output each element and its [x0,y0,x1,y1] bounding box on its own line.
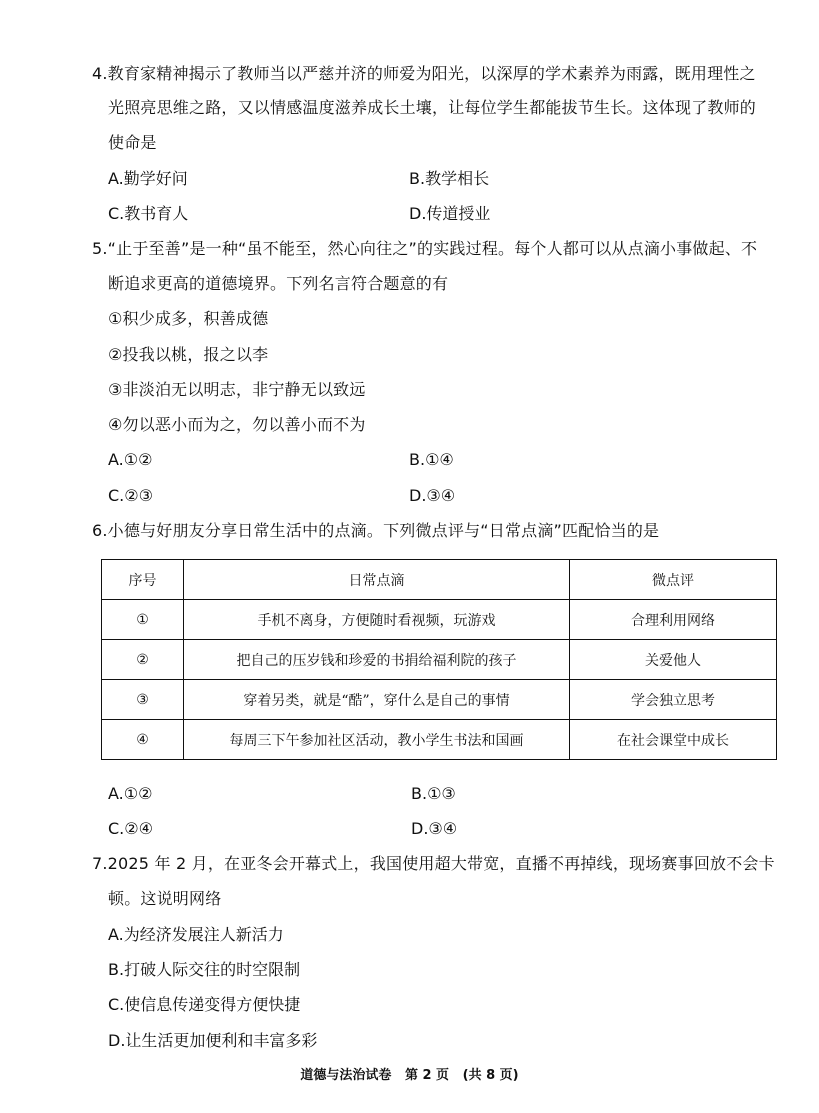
table-header-row [102,560,777,600]
q4-stem-line-3: 使命是 [108,133,157,152]
table-row [102,600,777,640]
q6-option-d: D.③④ [411,819,458,838]
q6-table [101,559,777,760]
table-cell-comment: 合理利用网络 [570,600,777,640]
table-row [102,640,777,680]
table-cell-comment: 学会独立思考 [570,680,777,720]
table-cell-event: 每周三下午参加社区活动，教小学生书法和国画 [184,720,570,760]
q7-option-d: D.让生活更加便利和丰富多彩 [108,1031,318,1050]
q5-quote-3: ③非淡泊无以明志，非宁静无以致远 [108,380,366,399]
table-cell-event: 把自己的压岁钱和珍爱的书捐给福利院的孩子 [184,640,570,680]
table-cell-comment: 关爱他人 [570,640,777,680]
table-cell-number: ① [102,600,184,640]
table-header-cell: 序号 [102,560,184,600]
table-header-cell: 日常点滴 [184,560,570,600]
q5-quote-1: ①积少成多，积善成德 [108,309,269,328]
q7-option-a: A.为经济发展注人新活力 [108,925,284,944]
q4-stem-line-2: 光照亮思维之路，又以情感温度滋养成长土壤，让每位学生都能拔节生长。这体现了教师的 [108,98,757,117]
table-cell-number: ③ [102,680,184,720]
q7-option-b: B.打破人际交往的时空限制 [108,960,301,979]
q5-option-c: C.②③ [108,486,153,505]
q4-option-b: B.教学相长 [409,169,490,188]
q4-option-c: C.教书育人 [108,204,189,223]
q5-option-b: B.①④ [409,450,454,469]
table-cell-event: 手机不离身，方便随时看视频，玩游戏 [184,600,570,640]
table-cell-number: ④ [102,720,184,760]
table-header-cell: 微点评 [570,560,777,600]
q7-option-c: C.使信息传递变得方便快捷 [108,995,301,1014]
q6-option-b: B.①③ [411,784,456,803]
q6-stem-line-1: 6.小德与好朋友分享日常生活中的点滴。下列微点评与“日常点滴”匹配恰当的是 [92,521,660,540]
q4-stem-line-1: 4.教育家精神揭示了教师当以严慈并济的师爱为阳光，以深厚的学术素养为雨露，既用理性之 [92,64,756,83]
q6-option-a: A.①② [108,784,153,803]
q5-stem-line-2: 断追求更高的道德境界。下列名言符合题意的有 [108,274,449,293]
table-row [102,680,777,720]
q5-quote-2: ②投我以桃，报之以李 [108,345,269,364]
table-cell-number: ② [102,640,184,680]
page-footer: 道德与法治试卷 第 2 页 (共 8 页) [300,1068,519,1083]
q7-stem-line-2: 顿。这说明网络 [108,889,222,908]
q4-option-d: D.传道授业 [409,204,491,223]
q6-option-c: C.②④ [108,819,153,838]
q5-stem-line-1: 5.“止于至善”是一种“虽不能至，然心向往之”的实践过程。每个人都可以从点滴小事做起、不 [92,239,758,258]
table-cell-event: 穿着另类，就是“酷”，穿什么是自己的事情 [184,680,570,720]
q7-stem-line-1: 7.2025 年 2 月，在亚冬会开幕式上，我国使用超大带宽，直播不再掉线，现场赛事回放不会卡 [92,854,775,873]
q4-option-a: A.勤学好问 [108,169,188,188]
table-row [102,720,777,760]
q5-option-d: D.③④ [409,486,456,505]
table-cell-comment: 在社会课堂中成长 [570,720,777,760]
q5-quote-4: ④勿以恶小而为之，勿以善小而不为 [108,415,366,434]
q5-option-a: A.①② [108,450,153,469]
